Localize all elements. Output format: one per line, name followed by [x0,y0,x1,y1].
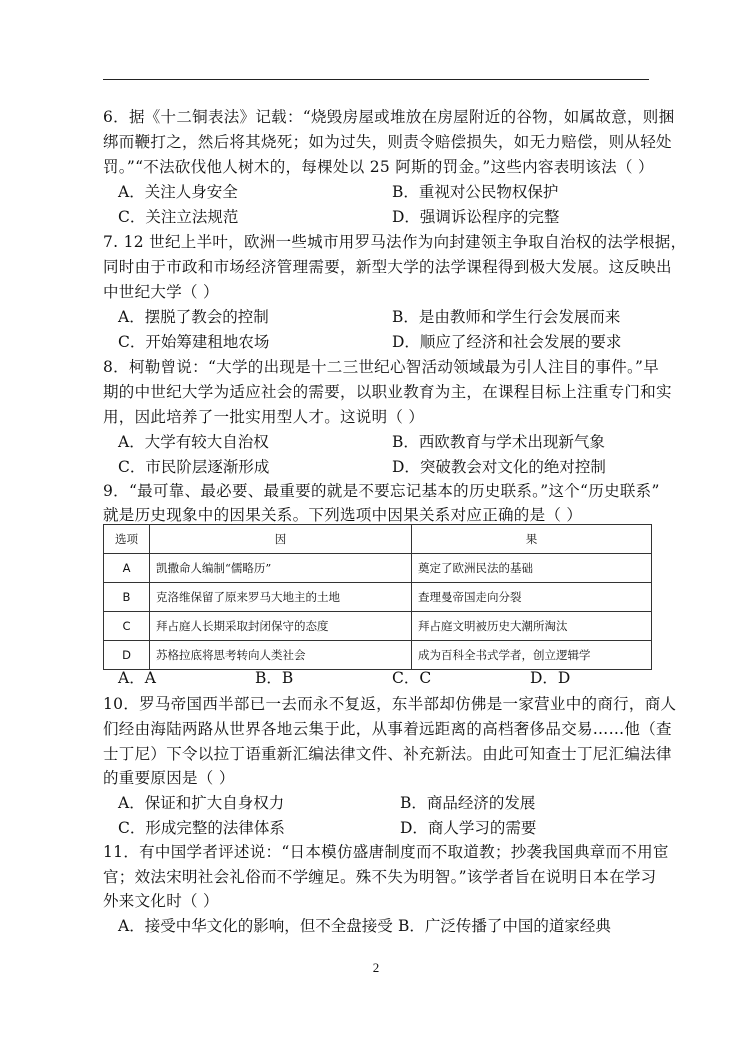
question-11-option-a[interactable]: A．接受中华文化的影响，但不全盘接受 [118,917,393,935]
question-7-line-1: 7. 12 世纪上半叶，欧洲一些城市用罗马法作为向封建领主争取自治权的法学根据， [103,233,687,251]
question-11-option-b[interactable]: B．广泛传播了中国的道家经典 [398,917,611,935]
question-8-option-d[interactable]: D．突破教会对文化的绝对控制 [392,458,606,476]
table-header-effect: 果 [412,525,652,554]
question-7-option-c[interactable]: C．开始筹建租地农场 [118,333,270,351]
question-6-option-d[interactable]: D．强调诉讼程序的完整 [392,208,560,226]
question-10-line-2: 们经由海陆两路从世界各地云集于此，从事着远距离的高档奢侈品交易……他（查 [103,720,672,738]
question-7-option-a[interactable]: A．摆脱了教会的控制 [118,308,269,326]
table-cell-effect: 查理曼帝国走向分裂 [412,583,652,612]
question-6-option-b[interactable]: B．重视对公民物权保护 [392,183,559,201]
page-number: 2 [372,960,380,975]
question-8-line-2: 期的中世纪大学为适应社会的需要，以职业教育为主，在课程目标上注重专门和实 [103,383,672,401]
question-10-line-4: 的重要原因是（ ） [103,769,235,787]
question-10-line-3: 士丁尼）下令以拉丁语重新汇编法律文件、补充新法。由此可知查士丁尼汇编法律 [103,745,672,763]
question-8-option-b[interactable]: B．西欧教育与学术出现新气象 [392,433,605,451]
question-9-option-a[interactable]: A．A [118,669,156,687]
question-8-line-3: 用，因此培养了一批实用型人才。这说明（ ） [103,408,425,426]
question-11-line-1: 11．有中国学者评述说：“日本模仿盛唐制度而不取道教；抄袭我国典章而不用宦 [103,843,669,861]
question-7-option-d[interactable]: D．顺应了经济和社会发展的要求 [392,333,622,351]
question-8-option-a[interactable]: A．大学有较大自治权 [118,433,269,451]
question-11-line-2: 官；效法宋明社会礼俗而不学缠足。殊不失为明智。”该学者旨在说明日本在学习 [103,868,657,886]
table-cell-effect: 拜占庭文明被历史大潮所淘汰 [412,612,652,641]
question-10-line-1: 10．罗马帝国西半部已一去而永不复返，东半部却仿佛是一家营业中的商行，商人 [103,695,677,713]
question-9-option-b[interactable]: B．B [255,669,294,687]
question-10-option-c[interactable]: C．形成完整的法律体系 [118,819,285,837]
table-row [104,612,652,641]
question-9-option-c[interactable]: C．C [392,669,432,687]
table-cell-cause: 拜占庭人长期采取封闭保守的态度 [150,612,412,641]
table-cell-option: C [104,612,150,641]
question-9-line-1: 9．“最可靠、最必要、最重要的就是不要忘记基本的历史联系。”这个“历史联系” [103,482,660,500]
question-9-line-2: 就是历史现象中的因果关系。下列选项中因果关系对应正确的是（ ） [103,506,583,524]
question-10-option-d[interactable]: D．商人学习的需要 [400,819,537,837]
question-6-line-2: 绑而鞭打之，然后将其烧死；如为过失，则责令赔偿损失，如无力赔偿，则从轻处 [103,133,672,151]
table-cell-effect: 成为百科全书式学者，创立逻辑学 [412,641,652,670]
cause-effect-table [103,524,652,670]
header-rule [103,79,649,80]
question-10-option-a[interactable]: A．保证和扩大自身权力 [118,794,285,812]
question-6-option-a[interactable]: A．关注人身安全 [118,183,238,201]
question-7-line-2: 同时由于市政和市场经济管理需要，新型大学的法学课程得到极大发展。这反映出 [103,258,672,276]
question-11-line-3: 外来文化时（ ） [103,892,219,910]
table-header-cause: 因 [150,525,412,554]
question-8-option-c[interactable]: C．市民阶层逐渐形成 [118,458,270,476]
question-9-option-d[interactable]: D．D [530,669,571,687]
table-cell-option: B [104,583,150,612]
question-6-line-1: 6．据《十二铜表法》记载：“烧毁房屋或堆放在房屋附近的谷物，如属故意，则捆 [103,108,675,126]
question-6-option-c[interactable]: C．关注立法规范 [118,208,239,226]
table-cell-effect: 奠定了欧洲民法的基础 [412,554,652,583]
question-10-option-b[interactable]: B．商品经济的发展 [400,794,536,812]
table-cell-option: D [104,641,150,670]
table-cell-option: A [104,554,150,583]
table-cell-cause: 凯撒命人编制“儒略历” [150,554,412,583]
table-header-row [104,525,652,554]
table-row [104,554,652,583]
table-row [104,583,652,612]
table-header-option: 选项 [104,525,150,554]
question-7-line-3: 中世纪大学（ ） [103,283,219,301]
table-cell-cause: 克洛维保留了原来罗马大地主的土地 [150,583,412,612]
question-7-option-b[interactable]: B．是由教师和学生行会发展而来 [392,308,621,326]
question-8-line-1: 8．柯勒曾说：“大学的出现是十二三世纪心智活动领域最为引人注目的事件。”早 [103,358,660,376]
table-cell-cause: 苏格拉底将思考转向人类社会 [150,641,412,670]
question-6-line-3: 罚。”“不法砍伐他人树木的，每棵处以 25 阿斯的罚金。”这些内容表明该法（ ） [103,158,654,176]
table-row [104,641,652,670]
